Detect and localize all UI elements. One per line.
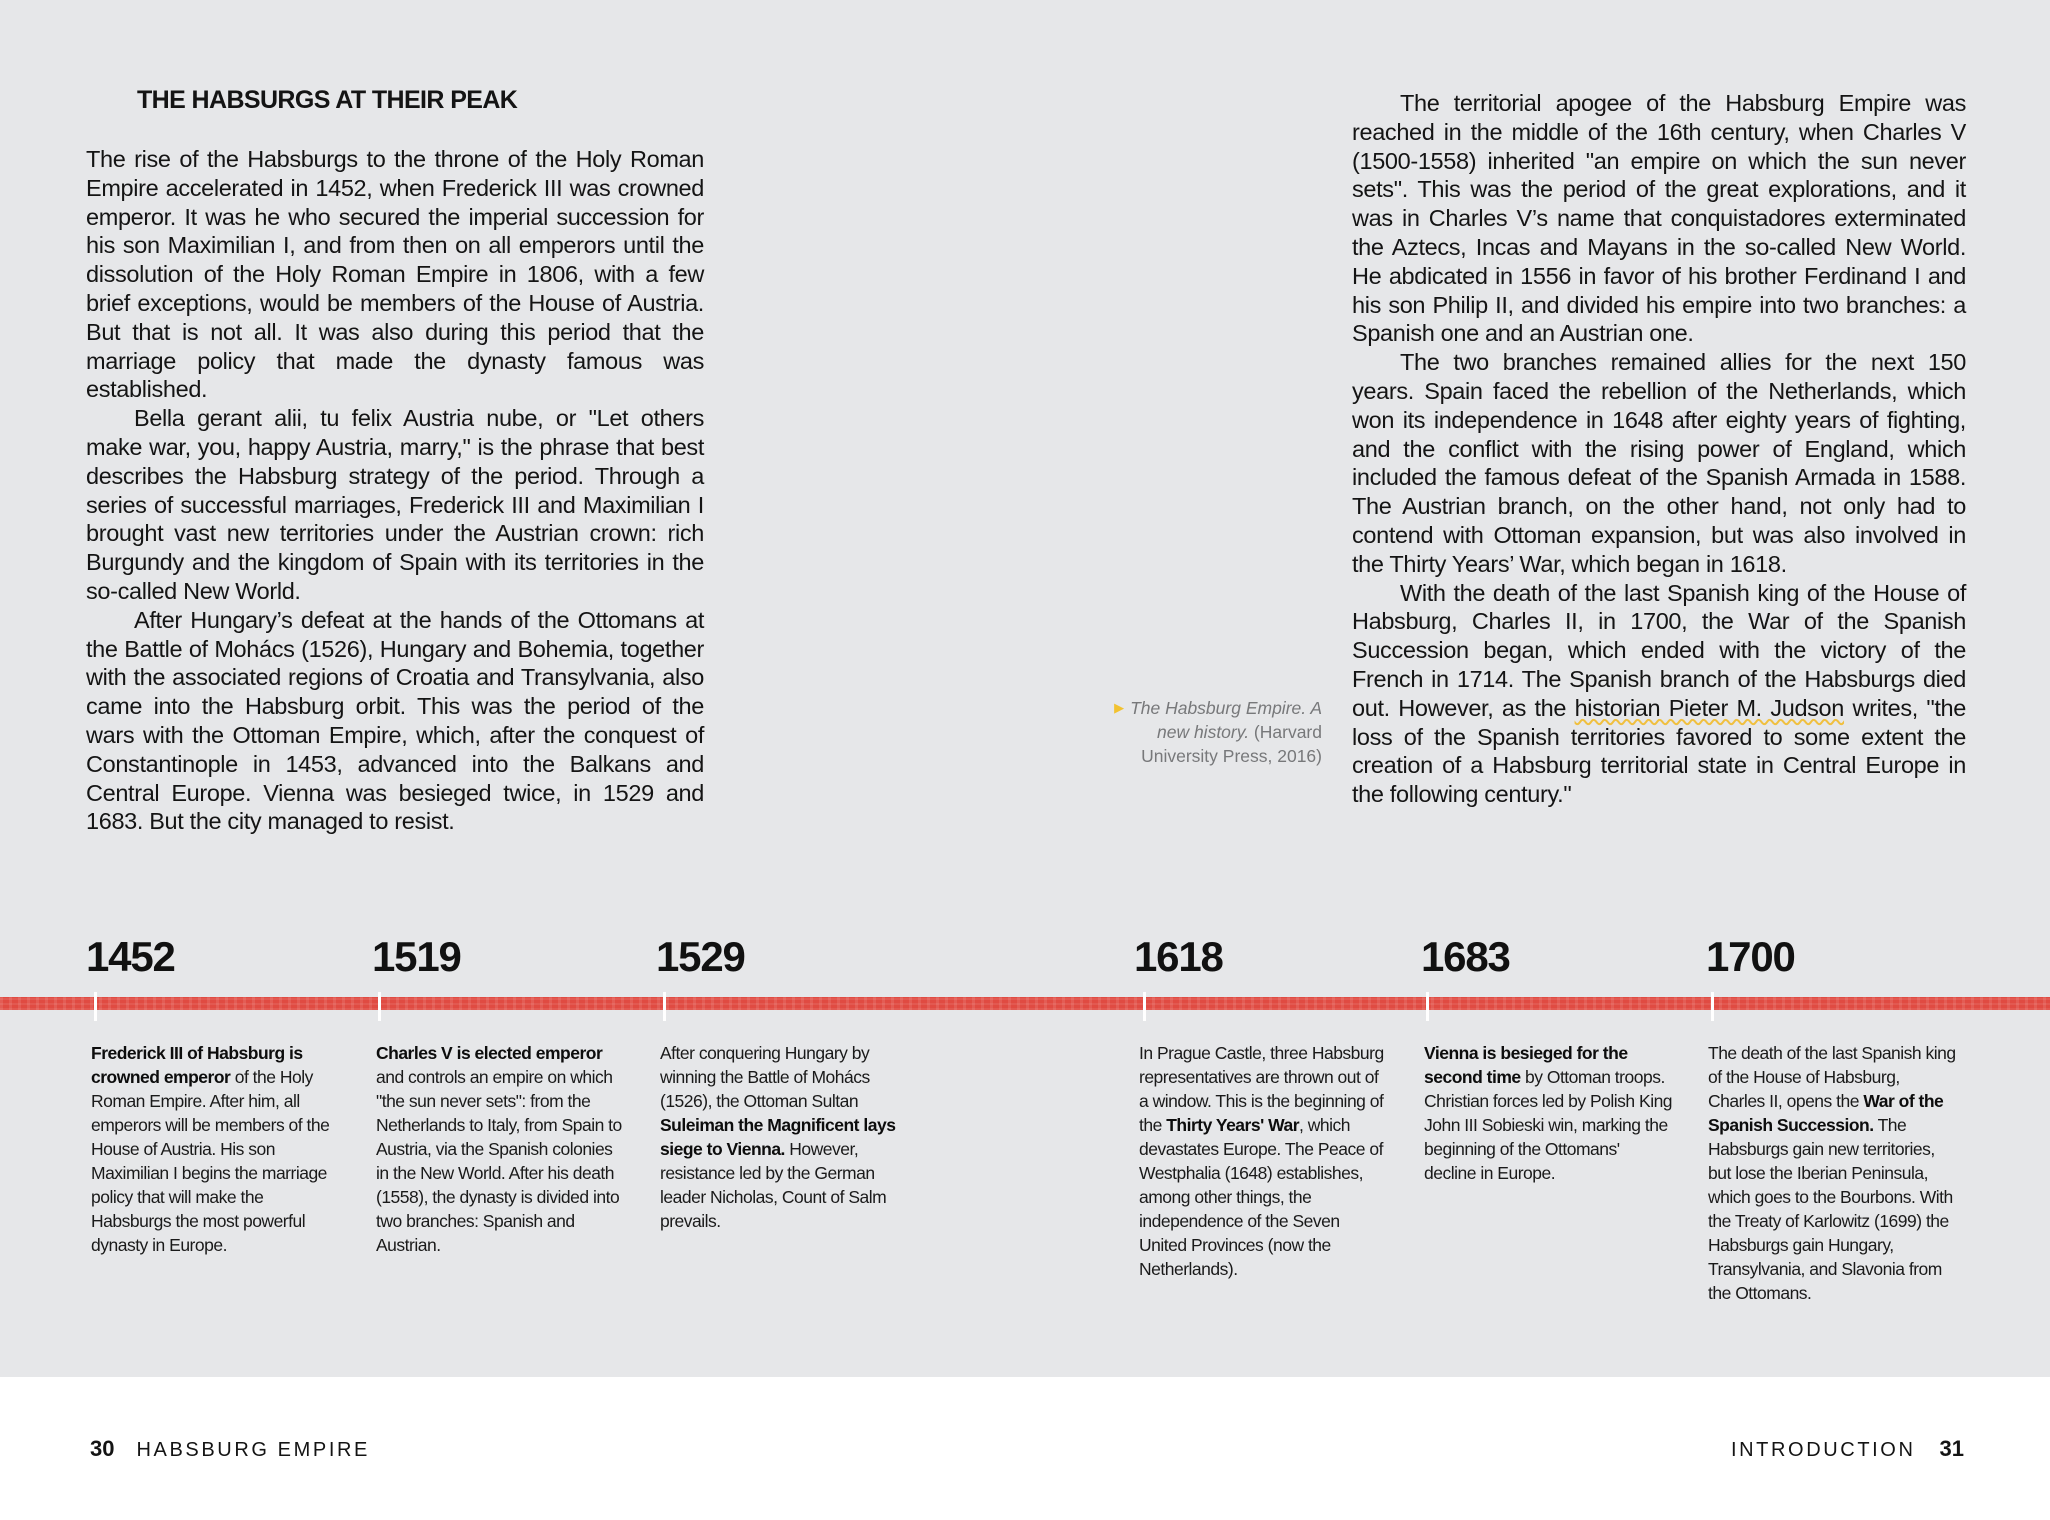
paragraph [1352,579,1966,809]
paragraph: The rise of the Habsburgs to the throne of the Holy Roman Empire accelerated in 1452, when Frederick III was crowned emperor. It was he who secured the imperial succession for his son Maximilian I, and from then on all emperors until the dissolution of the Holy Roman Empire in 1806, with a few brief exceptions, would be members of the House of Austria. But that is not all. It was also during this period that the marriage policy that made the dynasty famous was established. [86,146,704,403]
event-text: , which devastates Europe. The Peace of Westphalia (1648) establishes, among other things, the independence of the Seven United Provinces (now the Netherlands). [1139,1115,1383,1279]
running-head-right: INTRODUCTION [1730,1439,1916,1461]
timeline-line [0,997,2050,1010]
running-head-left: HABSBURG EMPIRE [136,1439,370,1461]
footer-right [1731,1436,1964,1462]
timeline-event-text [1708,1041,1958,1305]
timeline-year: 1683 [1421,933,1510,980]
timeline-year: 1519 [372,933,461,980]
section-title: THE HABSURGS AT THEIR PEAK [137,86,518,114]
timeline-tick [1143,992,1146,1021]
timeline-tick [663,992,666,1021]
paragraph: Bella gerant alii, tu felix Austria nube, or "Let others make war, you, happy Austria, marry," is the phrase that best describes the Habsburg strategy of the period. Through a series of successful marriages, Frederick III and Maximilian I brought vast new territories under the Austrian crown: rich Burgundy and the kingdom of Spain with its territories in the so-called New World. [86,405,704,604]
event-highlight: Charles V is elected emperor [376,1043,603,1063]
timeline-year: 1452 [86,933,175,980]
event-text: In Prague Castle, three Habsburg representatives are thrown out of a window. This is the beginning of the [1139,1043,1384,1135]
event-text: The Habsburgs gain new territories, but lose the Iberian Peninsula, which goes to the Bourbons. With the Treaty of Karlowitz (1699) the Habsburgs gain Hungary, Transylvania, and Slavonia from the Ottomans. [1708,1115,1953,1303]
page-number-right: 31 [1939,1436,1964,1461]
event-highlight: Suleiman the Magnificent lays siege to Vienna. [660,1115,896,1159]
timeline-event-text [1424,1041,1674,1185]
sidenote-book-title: The Habsburg Empire. A new history. [1130,698,1322,742]
paragraph-text: writes, "the loss of the Spanish territories favored to some extent the creation of a Habsburg territorial state in Central Europe in the following century." [1352,694,1966,808]
timeline-tick [1426,992,1429,1021]
paragraph-text: With the death of the last Spanish king of the House of Habsburg, Charles II, in 1700, the War of the Spanish Succession began, which ended with the victory of the French in 1714. The Spanish branch of the Habsburgs died out. However, as the [1352,579,1966,721]
timeline-event-text [660,1041,910,1233]
right-text-column [1352,89,1966,809]
highlighted-reference[interactable]: historian Pieter M. Judson [1574,694,1845,721]
timeline-tick [1711,992,1714,1021]
footer-left [90,1436,370,1462]
paragraph: After Hungary’s defeat at the hands of the Ottomans at the Battle of Mohács (1526), Hungary and Bohemia, together with the associated regions of Croatia and Transylvania, also came into the Habsburg orbit. This was the period of the wars with the Ottoman Empire, which, after the conquest of Constantinople in 1453, advanced into the Balkans and Central Europe. Vienna was besieged twice, in 1529 and 1683. But the city managed to resist. [86,606,704,835]
timeline-tick [378,992,381,1021]
timeline-event-text [376,1041,626,1257]
event-highlight: Vienna is besieged for the second time [1424,1043,1628,1087]
left-text-column [86,145,704,836]
event-text: However, resistance led by the German leader Nicholas, Count of Salm prevails. [660,1139,887,1231]
sidenote-citation [1110,696,1322,768]
paragraph: The two branches remained allies for the next 150 years. Spain faced the rebellion of the Netherlands, which won its independence in 1648 after eighty years of fighting, and the conflict with the rising power of England, which included the famous defeat of the Spanish Armada in 1588. The Austrian branch, on the other hand, not only had to contend with Ottoman expansion, but was also involved in the Thirty Years’ War, which began in 1618. [1352,349,1966,577]
sidenote-publisher: (Harvard University Press, 2016) [1141,722,1322,766]
paragraph: The territorial apogee of the Habsburg Empire was reached in the middle of the 16th century, when Charles V (1500-1558) inherited "an empire on which the sun never sets". This was the period of the great explorations, and it was in Charles V’s name that conquistadores exterminated the Aztecs, Incas and Mayans in the so-called New World. He abdicated in 1556 in favor of his brother Ferdinand I and his son Philip II, and divided his empire into two branches: a Spanish one and an Austrian one. [1352,90,1966,347]
event-highlight: War of the Spanish Succession. [1708,1091,1944,1135]
event-text: and controls an empire on which "the sun never sets": from the Netherlands to Italy, from Spain to Austria, via the Spanish colonies in the New World. After his death (1558), the dynasty is divided into two branches: Spanish and Austrian. [376,1067,622,1255]
event-text: by Ottoman troops. Christian forces led by Polish King John III Sobieski win, marking the beginning of the Ottomans' decline in Europe. [1424,1067,1673,1183]
triangle-right-icon: ▶ [1114,700,1125,715]
page-number-left: 30 [90,1436,115,1461]
event-text: of the Holy Roman Empire. After him, all emperors will be members of the House of Austria. His son Maximilian I begins the marriage policy that will make the Habsburgs the most powerful dynasty in Europe. [91,1067,330,1255]
timeline-event-text [1139,1041,1389,1281]
timeline-event-text [91,1041,341,1257]
event-highlight: Thirty Years' War [1166,1115,1300,1135]
event-text: The death of the last Spanish king of the House of Habsburg, Charles II, opens the [1708,1043,1956,1111]
event-highlight: Frederick III of Habsburg is crowned emperor [91,1043,303,1087]
timeline-year: 1618 [1134,933,1223,980]
timeline-tick [94,992,97,1021]
timeline-year: 1529 [656,933,745,980]
timeline-year: 1700 [1706,933,1795,980]
event-text: After conquering Hungary by winning the Battle of Mohács (1526), the Ottoman Sultan [660,1043,870,1111]
